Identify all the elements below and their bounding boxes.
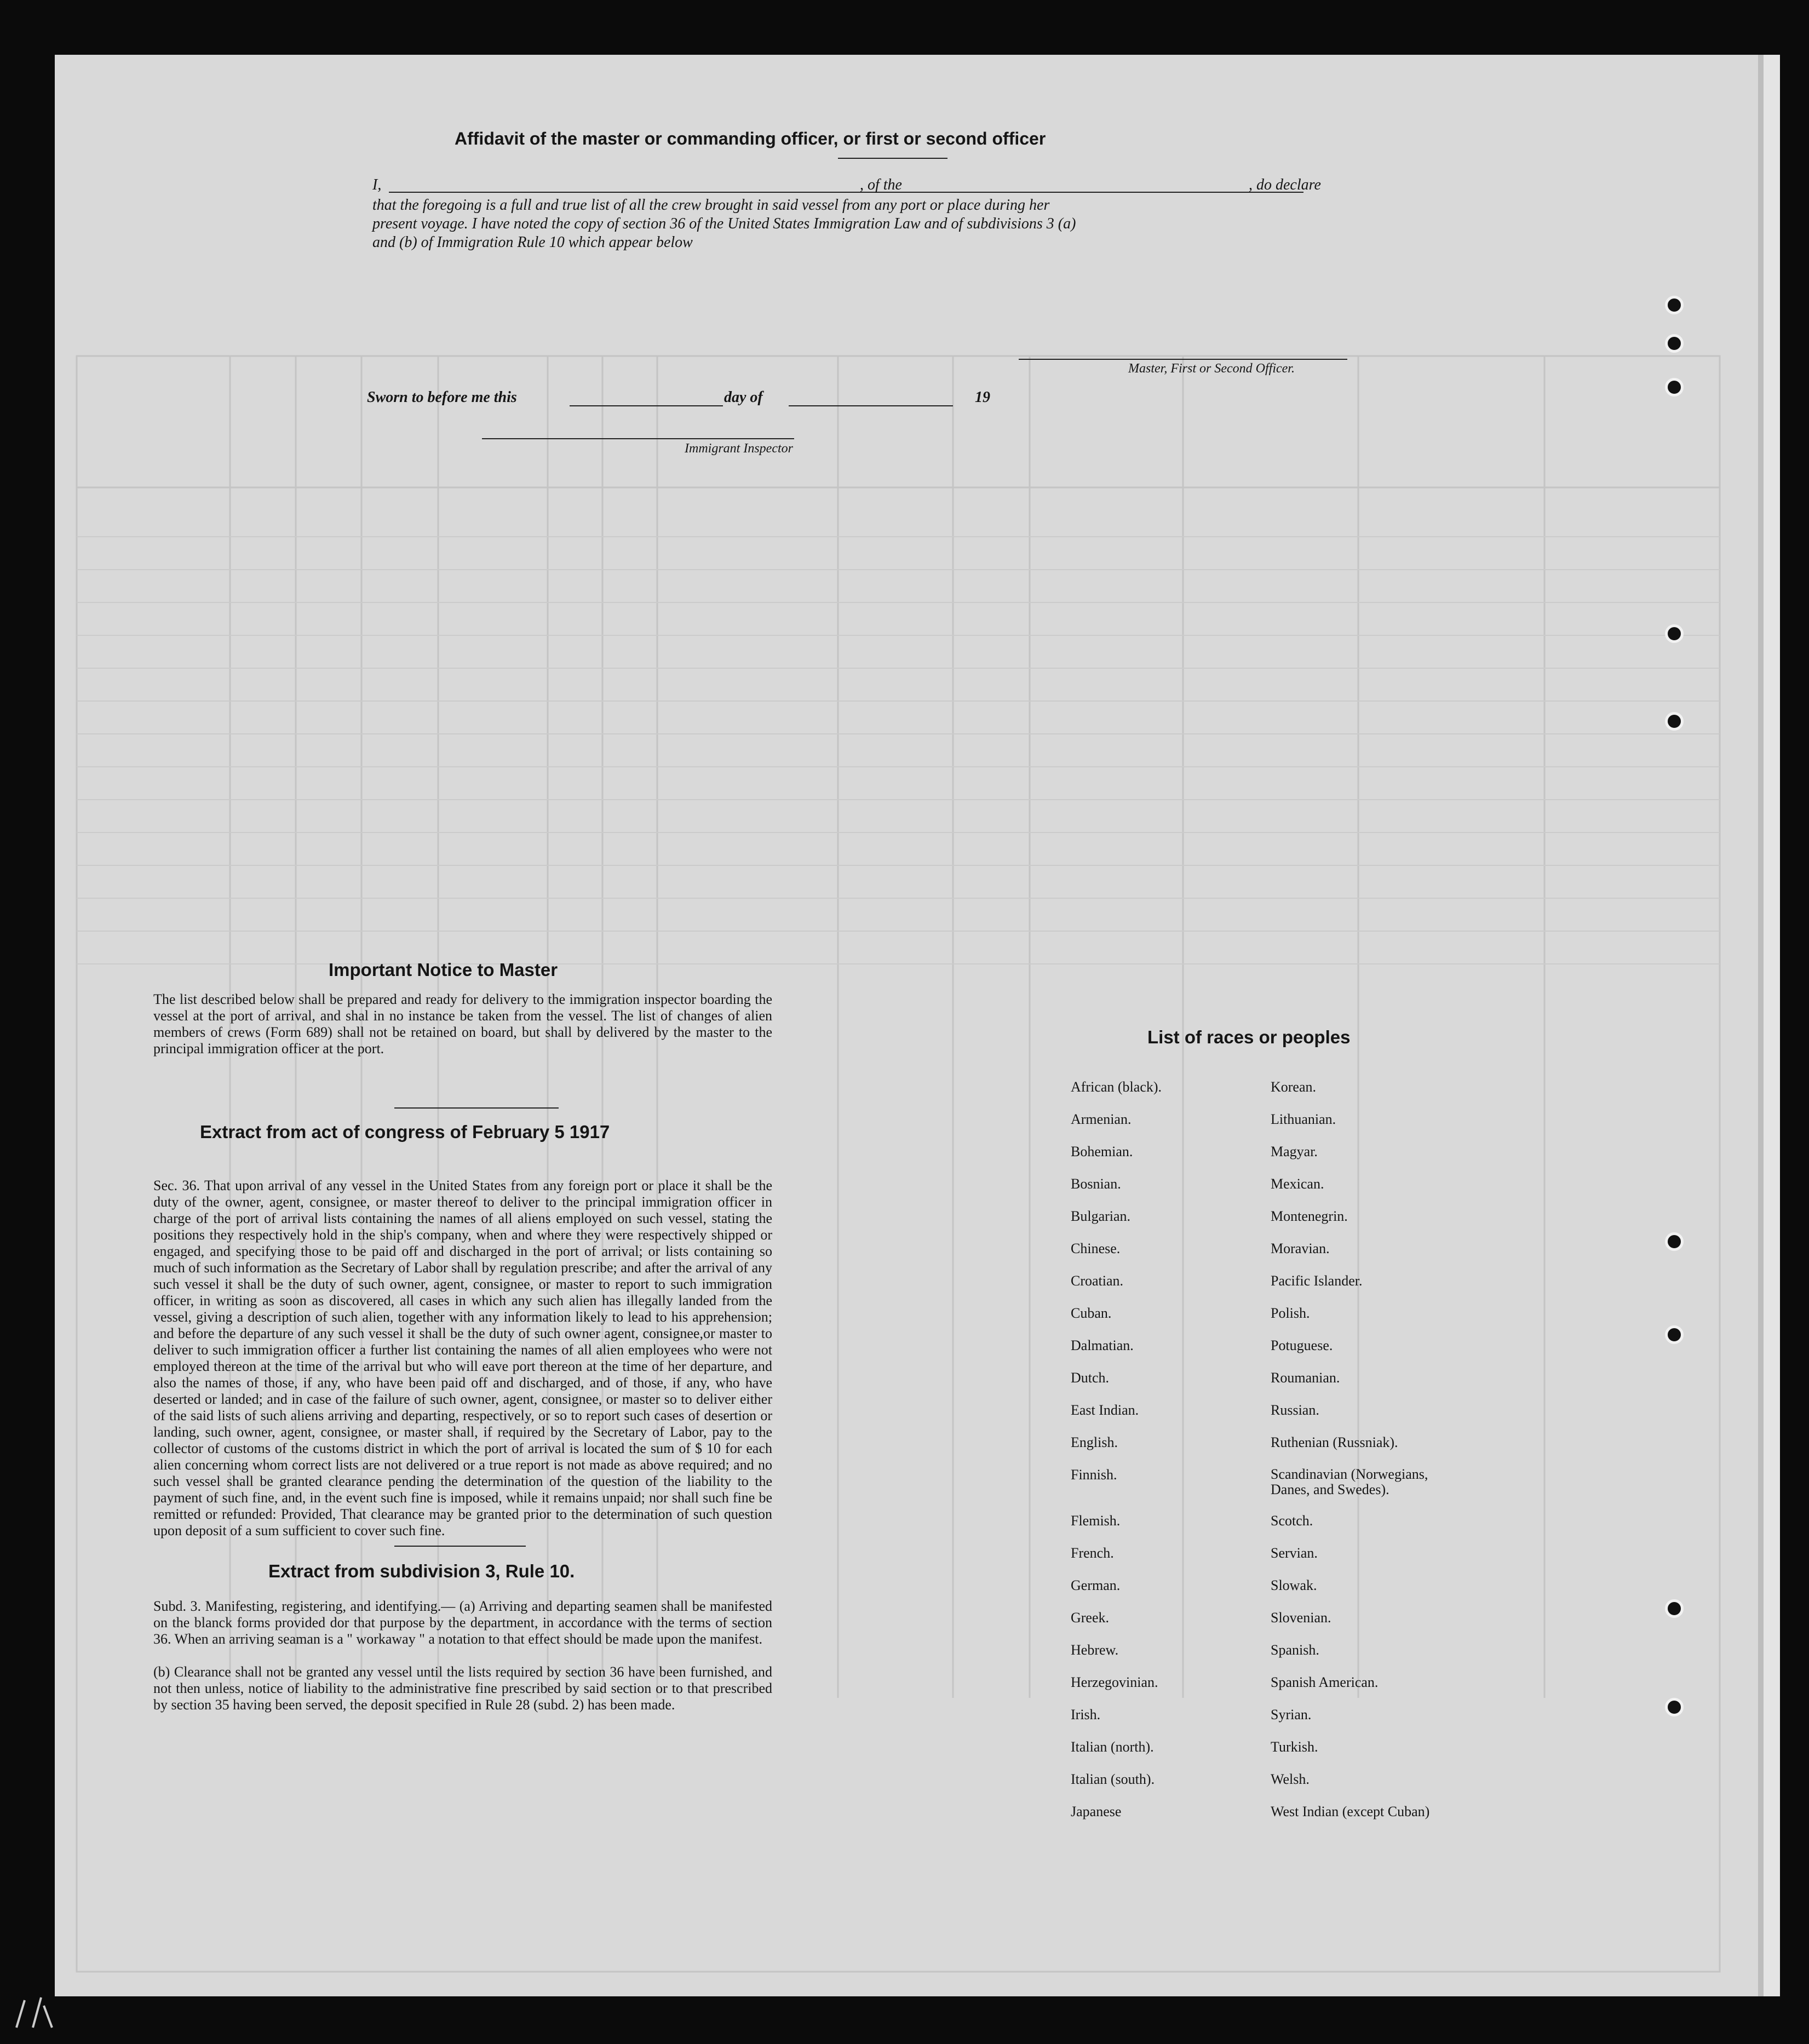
month-blank[interactable] xyxy=(789,405,953,406)
race-item: Montenegrin. xyxy=(1271,1208,1348,1224)
act-divider xyxy=(394,1546,526,1547)
races-title: List of races or peoples xyxy=(1147,1027,1351,1047)
affidavit-title: Affidavit of the master or commanding officer, or first or second officer xyxy=(455,129,1046,148)
race-item: Servian. xyxy=(1271,1545,1318,1561)
day-blank[interactable] xyxy=(570,405,723,406)
race-item: Slowak. xyxy=(1271,1577,1317,1593)
race-item: Croatian. xyxy=(1071,1273,1124,1289)
race-item: French. xyxy=(1071,1545,1114,1561)
race-item: Spanish American. xyxy=(1271,1674,1379,1690)
race-item: Polish. xyxy=(1271,1305,1310,1321)
binder-hole-icon xyxy=(1665,1698,1684,1716)
race-item: Dutch. xyxy=(1071,1370,1110,1386)
race-item: Irish. xyxy=(1071,1707,1101,1723)
race-item: Spanish. xyxy=(1271,1642,1319,1658)
race-item: Pacific Islander. xyxy=(1271,1273,1363,1289)
race-item: Mexican. xyxy=(1271,1176,1324,1192)
race-item: Scandinavian (Norwegians, Danes, and Swedes). xyxy=(1271,1466,1428,1497)
race-item: Turkish. xyxy=(1271,1739,1318,1755)
race-item: Finnish. xyxy=(1071,1467,1117,1483)
race-item: Slovenian. xyxy=(1271,1610,1331,1626)
race-item: Hebrew. xyxy=(1071,1642,1119,1658)
race-item: Bulgarian. xyxy=(1071,1208,1131,1224)
affidavit-do-declare: , do declare xyxy=(1249,176,1321,193)
affidavit-i: I, xyxy=(372,176,382,193)
race-item: Japanese xyxy=(1071,1804,1122,1819)
affidavit-line-4: and (b) of Immigration Rule 10 which appear below xyxy=(372,234,693,251)
race-item: Potuguese. xyxy=(1271,1337,1333,1353)
race-item: Armenian. xyxy=(1071,1111,1132,1127)
binder-hole-icon xyxy=(1665,712,1684,731)
race-item: West Indian (except Cuban) xyxy=(1271,1804,1430,1819)
race-item: Bosnian. xyxy=(1071,1176,1121,1192)
race-item: Roumanian. xyxy=(1271,1370,1340,1386)
day-of-label: day of xyxy=(724,389,763,406)
race-item: English. xyxy=(1071,1434,1118,1450)
extract-act-body: Sec. 36. That upon arrival of any vessel in the United States from any foreign port or place it shall be the duty of the owner, agent, consignee, or master thereof to deliver to the principal immigration officer in charge of the port of arrival lists containing the names of all aliens employed on such vessel, stating the positions they respectively hold in the ship's company, when and where they were respectively shipped or engaged, and specifying those to be paid off and discharged in the port of arrival; or lists containing so much of such information as the Secretary of Labor shall by regulation prescribe; and after the arrival of any such vessel it shall be the duty of such owner, agent, consignee, or master to report to such immigration officer, in writing as soon as discovered, all cases in which any such alien has illegally landed from the vessel, giving a description of such alien, together with any information likely to lead to his apprehension; and before the departure of any such vessel it shall be the duty of such owner agent, consignee,or master to deliver to such immigration officer a further list containing the names of all alien employees who were not employed thereon at the time of the arrival but who will eave port thereon at the time of her departure, and also the names of those, if any, who have been paid off and discharged, and of those, if any, who have deserted or landed; and in case of the failure of such owner, agent, consignee, or master so to deliver either of the said lists of such aliens arriving and departing, respectively, or so to report such cases of desertion or landing, such owner, agent, consignee, or master shall, if required by the Secretary of Labor, pay to the collector of customs of the customs district in which the port of arrival is located the sum of $ 10 for each alien concerning whom correct lists are not delivered or a true report is not made as above required; and no such vessel shall be granted clearance pending the determination of the question of the liability to the payment of such fine, and, in the event such fine is imposed, while it remains unpaid; nor shall such fine be remitted or refunded: Provided, That clearance may be granted prior to the determination of such question upon deposit of a sum sufficient to cover such fine. xyxy=(153,1178,772,1538)
inspector-label: Immigrant Inspector xyxy=(685,441,793,456)
binder-hole-icon xyxy=(1665,296,1684,314)
binder-hole-icon xyxy=(1665,1232,1684,1251)
race-item: German. xyxy=(1071,1577,1121,1593)
race-item: Scotch. xyxy=(1271,1513,1313,1529)
race-item: Greek. xyxy=(1071,1610,1110,1626)
extract-rule-title: Extract from subdivision 3, Rule 10. xyxy=(268,1561,575,1581)
master-signature-label: Master, First or Second Officer. xyxy=(1128,361,1295,376)
corner-mark-icon xyxy=(11,1995,71,2033)
binder-hole-icon xyxy=(1665,1325,1684,1344)
race-item: Ruthenian (Russniak). xyxy=(1271,1434,1398,1450)
extract-rule-para-b: (b) Clearance shall not be granted any vessel until the lists required by section 36 have been furnished, and not then unless, notice of liability to the administrative fine prescribed by said section or to that prescribed by section 35 having been served, the deposit specified in Rule 28 (subd. 2) has been made. xyxy=(153,1664,772,1713)
affidavit-line-3: present voyage. I have noted the copy of section 36 of the United States Immigration Law and of subdivisions 3 (a) xyxy=(372,215,1076,232)
race-item: Welsh. xyxy=(1271,1771,1310,1787)
race-item: Russian. xyxy=(1271,1402,1319,1418)
sworn-text: Sworn to before me this xyxy=(367,389,517,406)
race-item: Italian (north). xyxy=(1071,1739,1154,1755)
race-item: Flemish. xyxy=(1071,1513,1121,1529)
race-item: Cuban. xyxy=(1071,1305,1112,1321)
race-item: Lithuanian. xyxy=(1271,1111,1336,1127)
race-item: Korean. xyxy=(1271,1079,1317,1095)
notice-title: Important Notice to Master xyxy=(329,960,558,980)
name-blank[interactable] xyxy=(389,192,937,193)
race-item: African (black). xyxy=(1071,1079,1162,1095)
binder-hole-icon xyxy=(1665,378,1684,397)
affidavit-of-the: , of the xyxy=(860,176,902,193)
binder-hole-icon xyxy=(1665,624,1684,643)
vessel-blank[interactable] xyxy=(909,192,1303,193)
title-underline xyxy=(838,158,947,159)
race-item: Dalmatian. xyxy=(1071,1337,1134,1353)
binder-hole-icon xyxy=(1665,334,1684,353)
race-item: Italian (south). xyxy=(1071,1771,1155,1787)
race-item: Bohemian. xyxy=(1071,1144,1133,1159)
affidavit-line-2: that the foregoing is a full and true list of all the crew brought in said vessel from any port or place during her xyxy=(372,197,1050,214)
binder-hole-icon xyxy=(1665,1599,1684,1618)
race-item: Moravian. xyxy=(1271,1241,1330,1256)
inspector-signature-line[interactable] xyxy=(482,438,794,439)
race-item: Magyar. xyxy=(1271,1144,1318,1159)
race-item: Chinese. xyxy=(1071,1241,1121,1256)
extract-rule-para-a: Subd. 3. Manifesting, registering, and identifying.— (a) Arriving and departing seamen shall be manifested on the blanck forms provided dor that purpose by the department, in accordance with the terms of section 36. When an arriving seaman is a " workaway " a notation to that effect should be made upon the manifest. xyxy=(153,1598,772,1647)
notice-body: The list described below shall be prepared and ready for delivery to the immigration inspector boarding the vessel at the port of arrival, and shal in no instance be taken from the vessel. The list of changes of alien members of crews (Form 689) shall not be retained on board, but shall by delivered by the master to the principal immigration officer at the port. xyxy=(153,991,772,1057)
race-item: East Indian. xyxy=(1071,1402,1139,1418)
document-page xyxy=(55,55,1764,1996)
year-prefix: 19 xyxy=(975,389,990,406)
race-item: Syrian. xyxy=(1271,1707,1312,1723)
notice-divider xyxy=(394,1107,559,1109)
master-signature-line[interactable] xyxy=(1019,359,1347,360)
extract-act-title: Extract from act of congress of February 5 1917 xyxy=(200,1122,610,1142)
race-item: Herzegovinian. xyxy=(1071,1674,1158,1690)
